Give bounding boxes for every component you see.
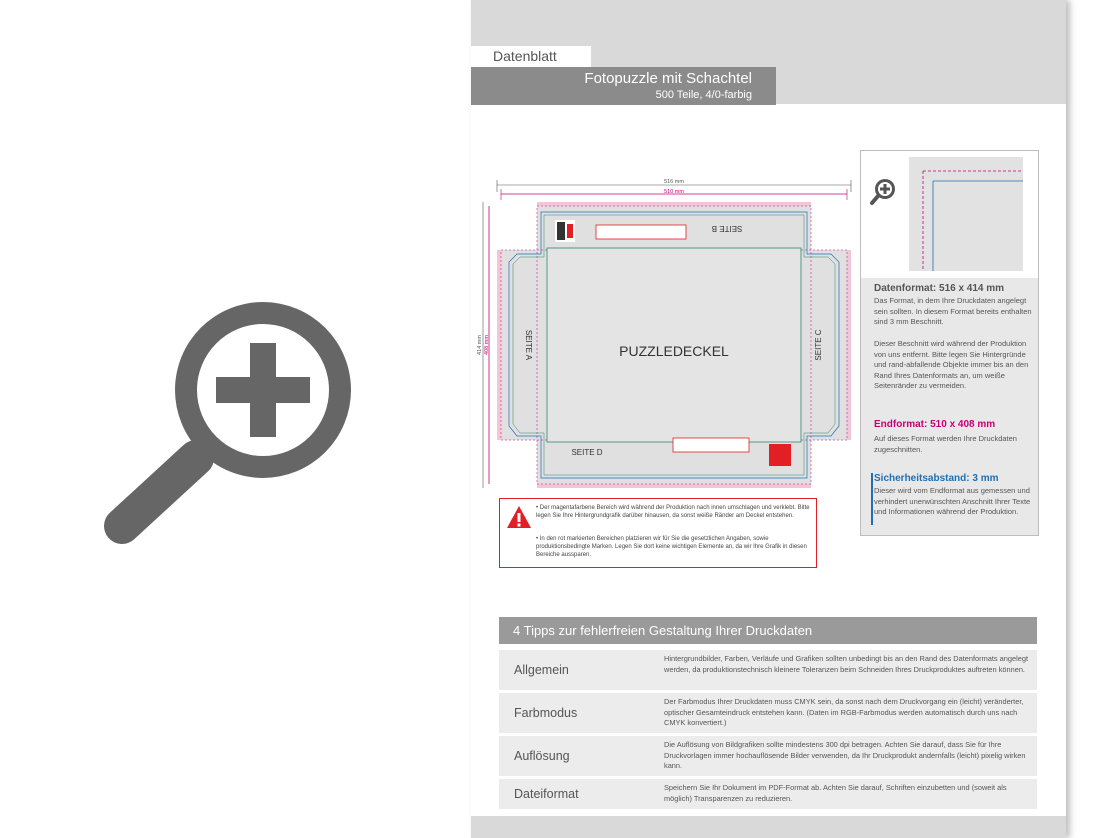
format-info-panel [860,150,1039,536]
tips-heading: 4 Tipps zur fehlerfreien Gestaltung Ihrer Druckdaten [499,617,1037,644]
side-d-label: SEITE D [571,448,603,457]
endformat-heading: Endformat: 510 x 408 mm [874,419,996,430]
datenformat-heading: Datenformat: 516 x 414 mm [874,283,1005,294]
safety-marker [871,473,873,525]
width-outer-label: 516 mm [664,179,684,185]
lid-label: PUZZLEDECKEL [619,343,729,359]
warning-triangle-icon [506,505,532,534]
tip-label: Farbmodus [514,706,578,720]
height-inner-label: 408 mm [484,335,490,355]
datasheet-page [471,0,1066,838]
datenformat-text-2: Dieser Beschnitt wird während der Produktion von uns entfernt. Bitte legen Sie Hintergründe und rand-abfallende Objekte immer bis an den Rand Ihres Datenformats an, um weiße Seitenränder zu vermeiden. [874,339,1029,390]
tip-text: Hintergrundbilder, Farben, Verläufe und Grafiken sollten unbedingt bis an den Rand des Datenformats angelegt werden, da produktionstechnisch kleinere Toleranzen beim Schneiden Ihres Druckproduktes auftreten können. [664,654,1029,674]
side-c-label: SEITE C [814,329,823,361]
tip-row-aufloesung [499,736,1037,776]
tip-row-farbmodus [499,693,1037,733]
tip-text: Die Auflösung von Bildgrafiken sollte mindestens 300 dpi betragen. Achten Sie darauf, dass Sie für Ihre Druckvorlagen immer hochauflösende Bilder verwenden, da Ihr Druckprodukt andernfalls (leicht) pixelig wirken kann. [664,740,1026,770]
product-subtitle: 500 Teile, 4/0-farbig [655,89,752,101]
endformat-text: Auf dieses Format werden Ihre Druckdaten zugeschnitten. [874,434,1017,454]
tip-label: Allgemein [514,663,569,677]
width-inner-label: 510 mm [664,189,684,195]
tip-text: Der Farbmodus Ihrer Druckdaten muss CMYK sein, da sonst nach dem Druckvorgang ein (leicht) veränderter, optischer Gesamteindruck entstehen kann. (Daten im RGB-Farbmodus werden automatisch durch uns nach CMYK konvertiert.) [664,697,1024,727]
tip-label: Auflösung [514,749,570,763]
sicherheit-heading: Sicherheitsabstand: 3 mm [874,473,999,484]
box-template-diagram [471,170,856,495]
footer-band [471,816,1066,838]
tip-row-allgemein [499,650,1037,690]
warning-box [499,498,817,568]
format-detail-crop [909,157,1023,271]
datenblatt-tab: Datenblatt [471,46,591,67]
warning-text-2: • In den rot markierten Bereichen platzieren wir für Sie die gesetzlichen Angaben, sowie produktionsbedingte Marken. Legen Sie dort keine wichtigen Elemente an, da wir Ihre Grafik in diesen Bereiche aussparen. [536,536,807,558]
datenformat-text-1: Das Format, in dem Ihre Druckdaten angelegt sein sollten. In diesem Format bereits enthalten sind 3 mm Beschnitt. [874,296,1032,326]
sicherheit-text: Dieser wird vom Endformat aus gemessen und verhindert unerwünschten Anschnitt Ihrer Texte und Informationen während der Produktion. [874,486,1031,516]
warning-text-1: • Der magentafarbene Bereich wird während der Produktion nach innen umschlagen und verklebt. Bitte legen Sie Ihre Hintergrundgrafik darüber hinausen, da sonst weiße Ränder am Deckel entstehen. [536,505,810,519]
tip-text: Speichern Sie Ihr Dokument im PDF-Format ab. Achten Sie darauf, Schriften einzubetten und (soweit als möglich) Transparenzen zu reduzieren. [664,783,1007,803]
product-title: Fotopuzzle mit Schachtel [584,70,752,87]
zoom-in-icon[interactable] [100,290,360,555]
tip-row-dateiformat [499,779,1037,809]
side-a-label: SEITE A [524,329,533,361]
tip-label: Dateiformat [514,787,579,801]
side-b-label: SEITE B [711,224,743,233]
height-outer-label: 414 mm [477,335,483,355]
magnifier-plus-icon [869,177,899,212]
title-bar [471,67,776,105]
